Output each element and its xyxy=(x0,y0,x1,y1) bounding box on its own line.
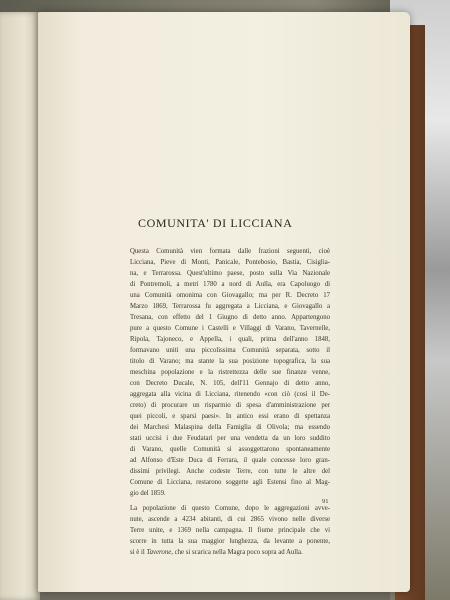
body-text xyxy=(120,246,330,558)
text-line: titolo di Varano; ma stante la sua posizione topografica, la sua xyxy=(130,358,330,365)
text-line: aggregata alla vicina di Licciana, ritenendo «con ciò (così il De- xyxy=(130,391,330,398)
book-page xyxy=(38,12,410,592)
text-line: nute, ascende a 4234 abitanti, di cui 2865 vivono nelle diverse xyxy=(130,516,330,523)
text-line: scorre in tutta la sua maggior lunghezza, da levante a ponente, xyxy=(130,538,330,545)
paragraph-2 xyxy=(120,503,330,558)
text-line: Marzo 1869, Terrarossa fu aggregata a Licciana, e Giovagallo a xyxy=(130,303,330,310)
page-heading: COMUNITA' DI LICCIANA xyxy=(138,216,293,230)
text-line: na, e Terrarossa. Quest'ultimo paese, posto sulla Via Nazionale xyxy=(130,270,330,277)
page-number: 91 xyxy=(322,498,329,505)
text-line: dissimi privilegi. Anche codeste Terre, con tutte le altre del xyxy=(130,468,330,475)
text-line: Licciana, Pieve di Monti, Panicale, Pontebosio, Bastia, Cisiglia- xyxy=(130,259,330,266)
text-line: Comune di Licciana, restarono soggette agli Estensi fino al Mag- xyxy=(130,479,330,486)
left-page-edge xyxy=(0,12,40,600)
text-line: creto) di procurare un risparmio di spesa d'amministrazione per xyxy=(130,402,330,409)
text-line: una Comunità omonima con Giovagallo; ma per R. Decreto 17 xyxy=(130,292,330,299)
text-line: di Pontremoli, a metri 1780 a nord di Aulla, era Capoluogo di xyxy=(130,281,330,288)
text-line: si è il Taverone, che si scarica nella Magra poco sopra ad Aulla. xyxy=(130,549,303,556)
text-line: pure a questo Comune i Castelli e Villaggi di Varano, Tavernelle, xyxy=(130,325,330,332)
text-line: meschina popolazione e la ristrettezza delle sue finanze venne, xyxy=(130,369,330,376)
text-line: Tresana, con effetto del 1 Giugno di detto anno. Appartengono xyxy=(130,314,330,321)
text-line: gio del 1859. xyxy=(130,490,166,497)
text-line: ad Alfonso d'Este Duca di Ferrara, il quale concesse loro gran- xyxy=(130,457,330,464)
text-line: Terre unite, e 1369 nella campagna. Il fiume principale che vi xyxy=(130,527,330,534)
text-line: di Varano, quelle Comunità si assoggettarono spontaneamente xyxy=(130,446,330,453)
text-line: quei piccoli, e sparsi paesi». In antico essi erano di spettanza xyxy=(130,413,330,420)
text-line: Questa Comunità vien formata dalle frazioni seguenti, cioè xyxy=(130,248,330,255)
text-line: Ripola, Tajoneco, e Appella, i quali, prima dell'anno 1848, xyxy=(130,336,330,343)
text-line: La popolazione di questo Comune, dopo le aggregazioni avve- xyxy=(130,505,330,512)
text-line: formavano uniti una piccolissima Comunità separata, sotto il xyxy=(130,347,330,354)
paragraph-1 xyxy=(120,246,330,499)
text-line: stati uccisi i due Feudatari per una vendetta da un loro suddito xyxy=(130,435,330,442)
text-line: con Decreto Ducale, N. 105, dell'11 Gennajo di detto anno, xyxy=(130,380,330,387)
text-line: dei Marchesi Malaspina della Famiglia di Olivola; ma essendo xyxy=(130,424,330,431)
